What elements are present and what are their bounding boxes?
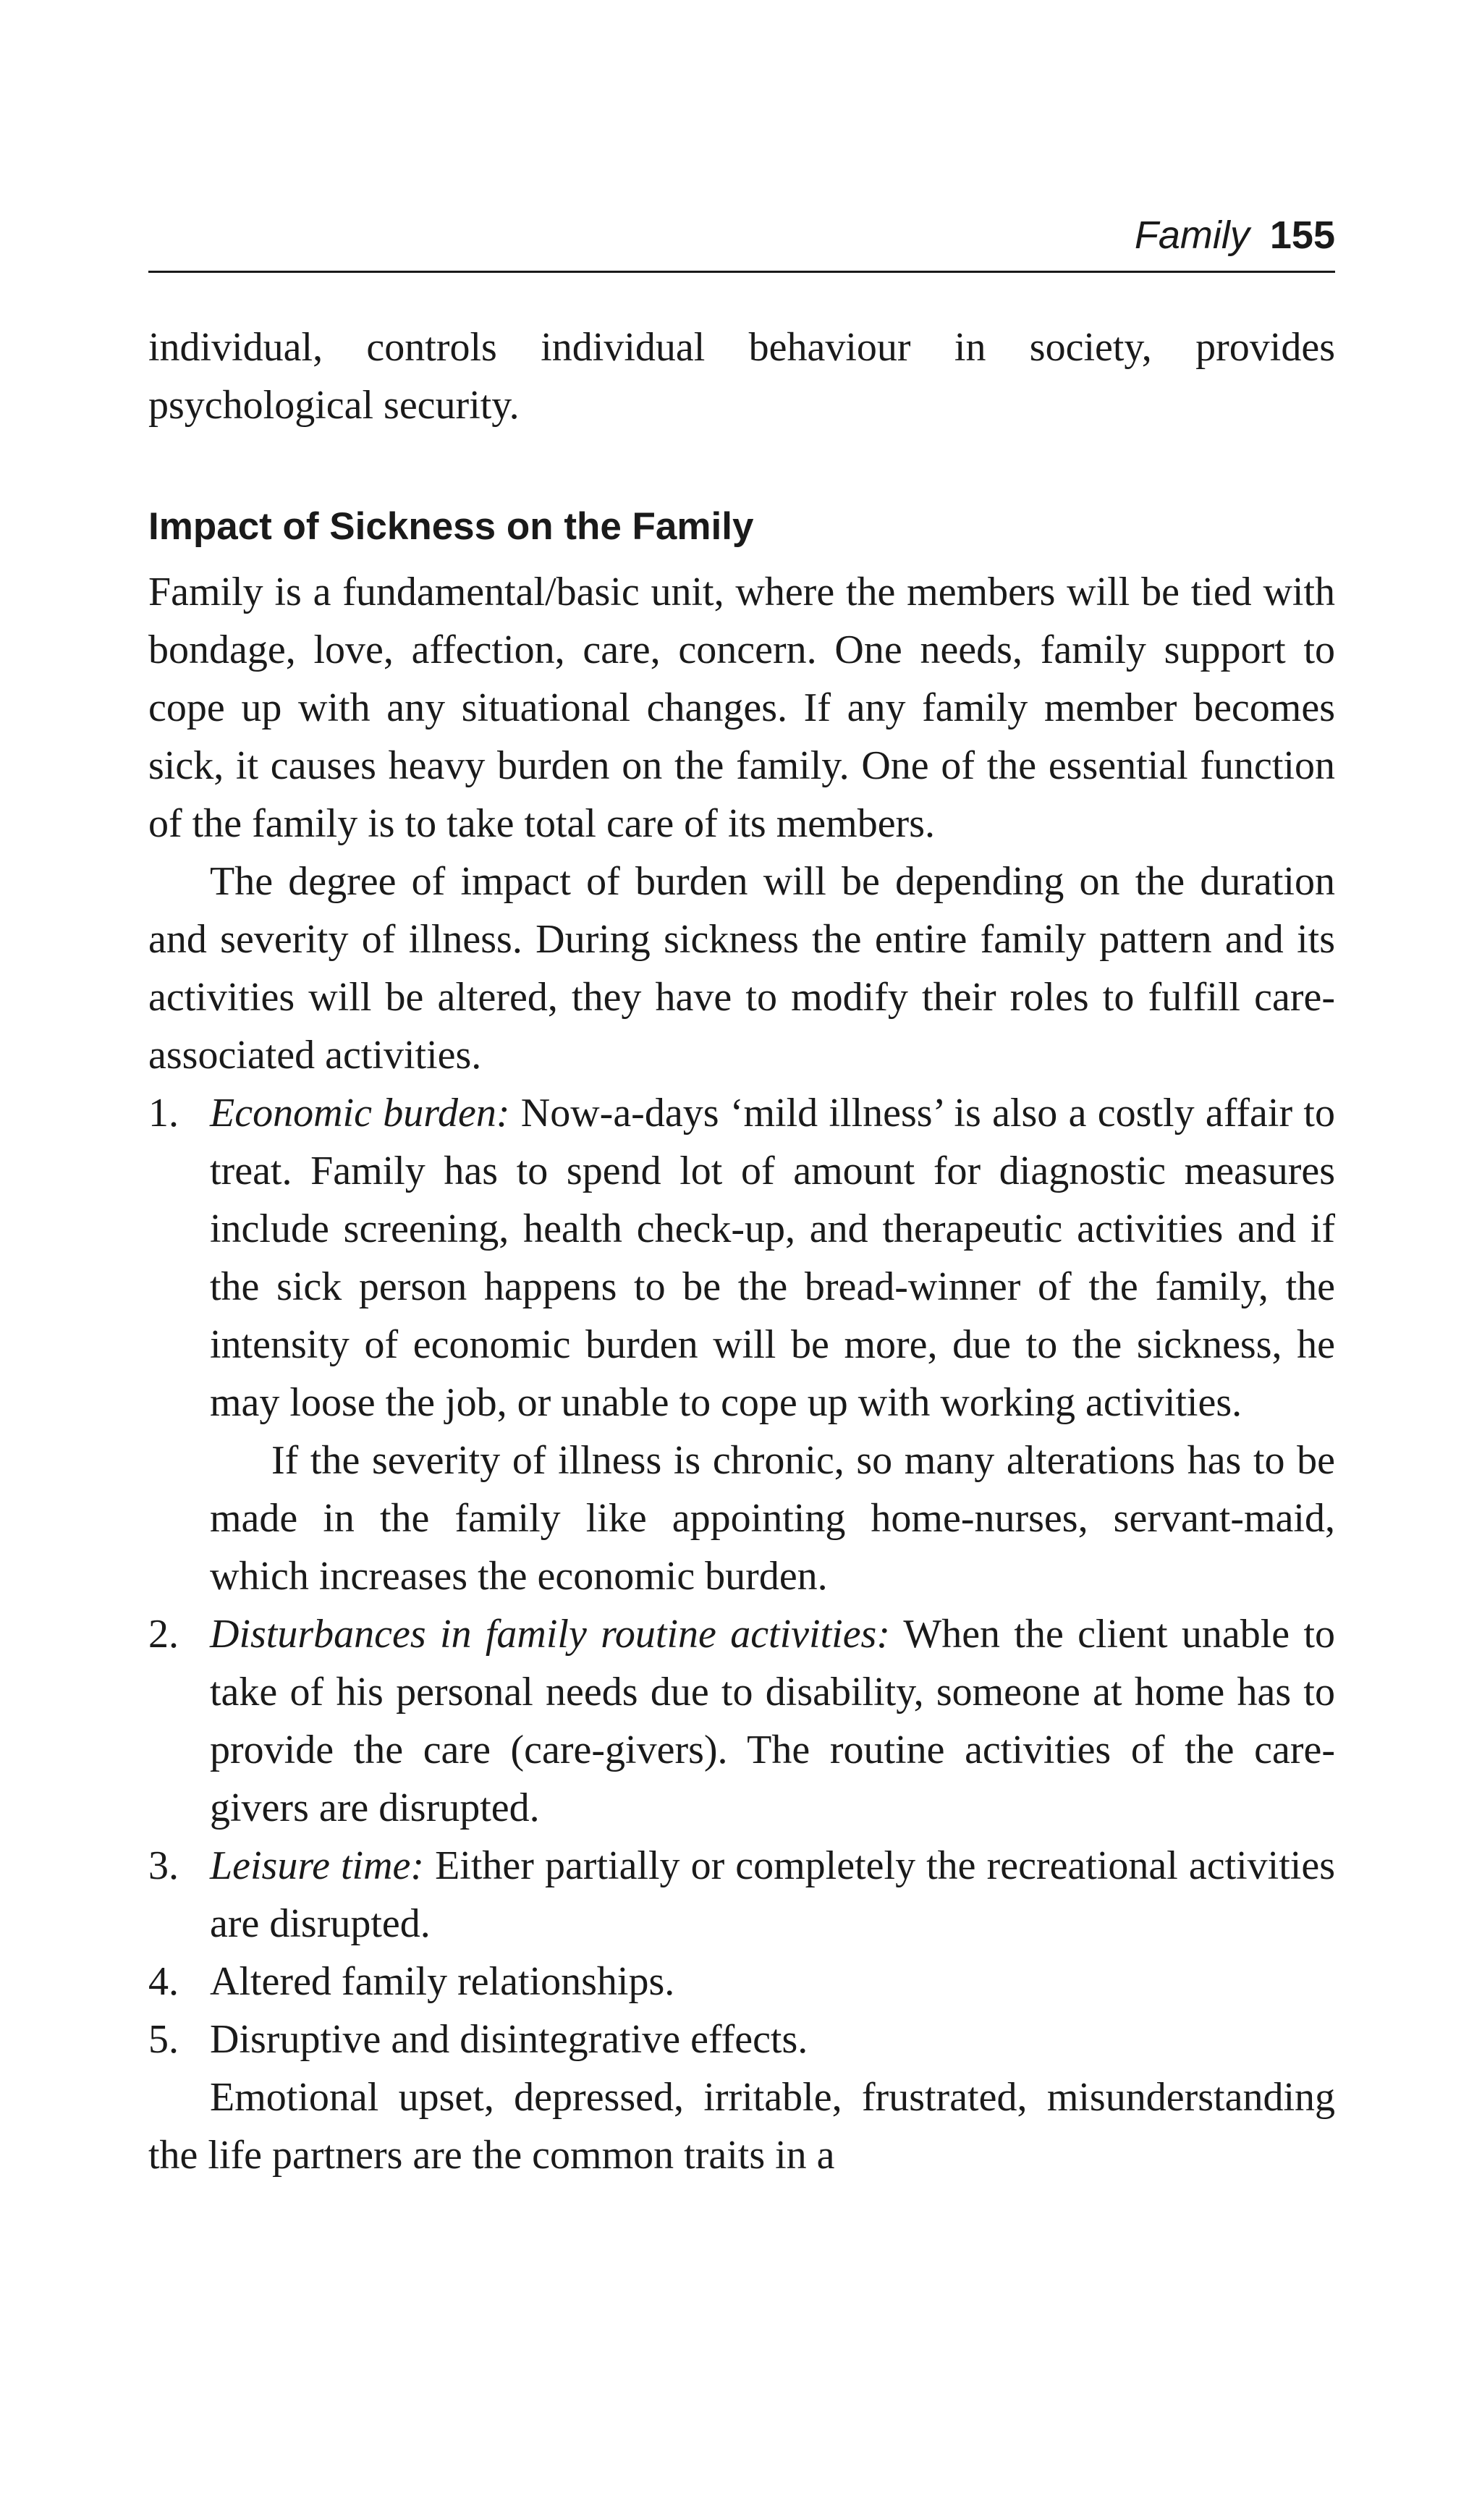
list-item-term: Disturbances in family routine activities:	[210, 1612, 891, 1657]
list-item-term: Leisure time:	[210, 1843, 425, 1888]
list-item-number: 3.	[148, 1843, 179, 1888]
page-number: 155	[1269, 213, 1335, 257]
impact-list	[148, 1084, 1335, 2068]
list-item-text: Either partially or completely the recreational activities are disrupted.	[210, 1843, 1336, 1946]
closing-paragraph: Emotional upset, depressed, irritable, frustrated, misunderstanding the life partners are the common traits in a	[148, 2075, 1335, 2178]
list-item-text: Altered family relationships.	[210, 1959, 675, 2004]
header-rule	[148, 271, 1335, 273]
body-text	[148, 318, 1335, 2184]
paragraph: Family is a fundamental/basic unit, where the members will be tied with bondage, love, affection, care, concern. One needs, family support to cope up with any situational changes. If any family member becomes sick, it causes heavy burden on the family. One of the essential function of the family is to take total care of its members.	[148, 570, 1335, 846]
list-item-number: 2.	[148, 1612, 179, 1657]
list-item-text: When the client unable to take of his personal needs due to disability, someone at home has to provide the care (care-givers). The routine activities of the care-givers are disrupted.	[210, 1612, 1336, 1830]
list-item-text: Now-a-days ‘mild illness’ is also a costly affair to treat. Family has to spend lot of amount for diagnostic measures include screening, health check-up, and therapeutic activities and if the sick person happens to be the bread-winner of the family, the intensity of economic burden will be more, due to the sickness, he may loose the job, or unable to cope up with working activities.	[210, 1091, 1335, 1425]
list-item	[148, 1084, 1335, 1605]
running-title: Family	[1134, 213, 1250, 257]
list-item-number: 4.	[148, 1959, 179, 2004]
section-heading: Impact of Sickness on the Family	[148, 505, 754, 548]
list-item-number: 5.	[148, 2017, 179, 2062]
list-item	[148, 1837, 1335, 1953]
list-item-subparagraph: If the severity of illness is chronic, so many alterations has to be made in the family like appointing home-nurses, servant-maid, which increases the economic burden.	[210, 1438, 1335, 1599]
list-item	[148, 2010, 1335, 2068]
running-header	[1134, 213, 1335, 257]
list-item	[148, 1605, 1335, 1837]
list-item-number: 1.	[148, 1091, 179, 1136]
list-item	[148, 1953, 1335, 2010]
list-item-text: Disruptive and disintegrative effects.	[210, 2017, 808, 2062]
continuation-paragraph: individual, controls individual behaviour in society, provides psychological security.	[148, 325, 1335, 428]
list-item-term: Economic burden:	[210, 1091, 510, 1136]
paragraph: The degree of impact of burden will be depending on the duration and severity of illness. During sickness the entire family pattern and its activities will be altered, they have to modify their roles to fulfill care-associated activities.	[148, 859, 1335, 1078]
